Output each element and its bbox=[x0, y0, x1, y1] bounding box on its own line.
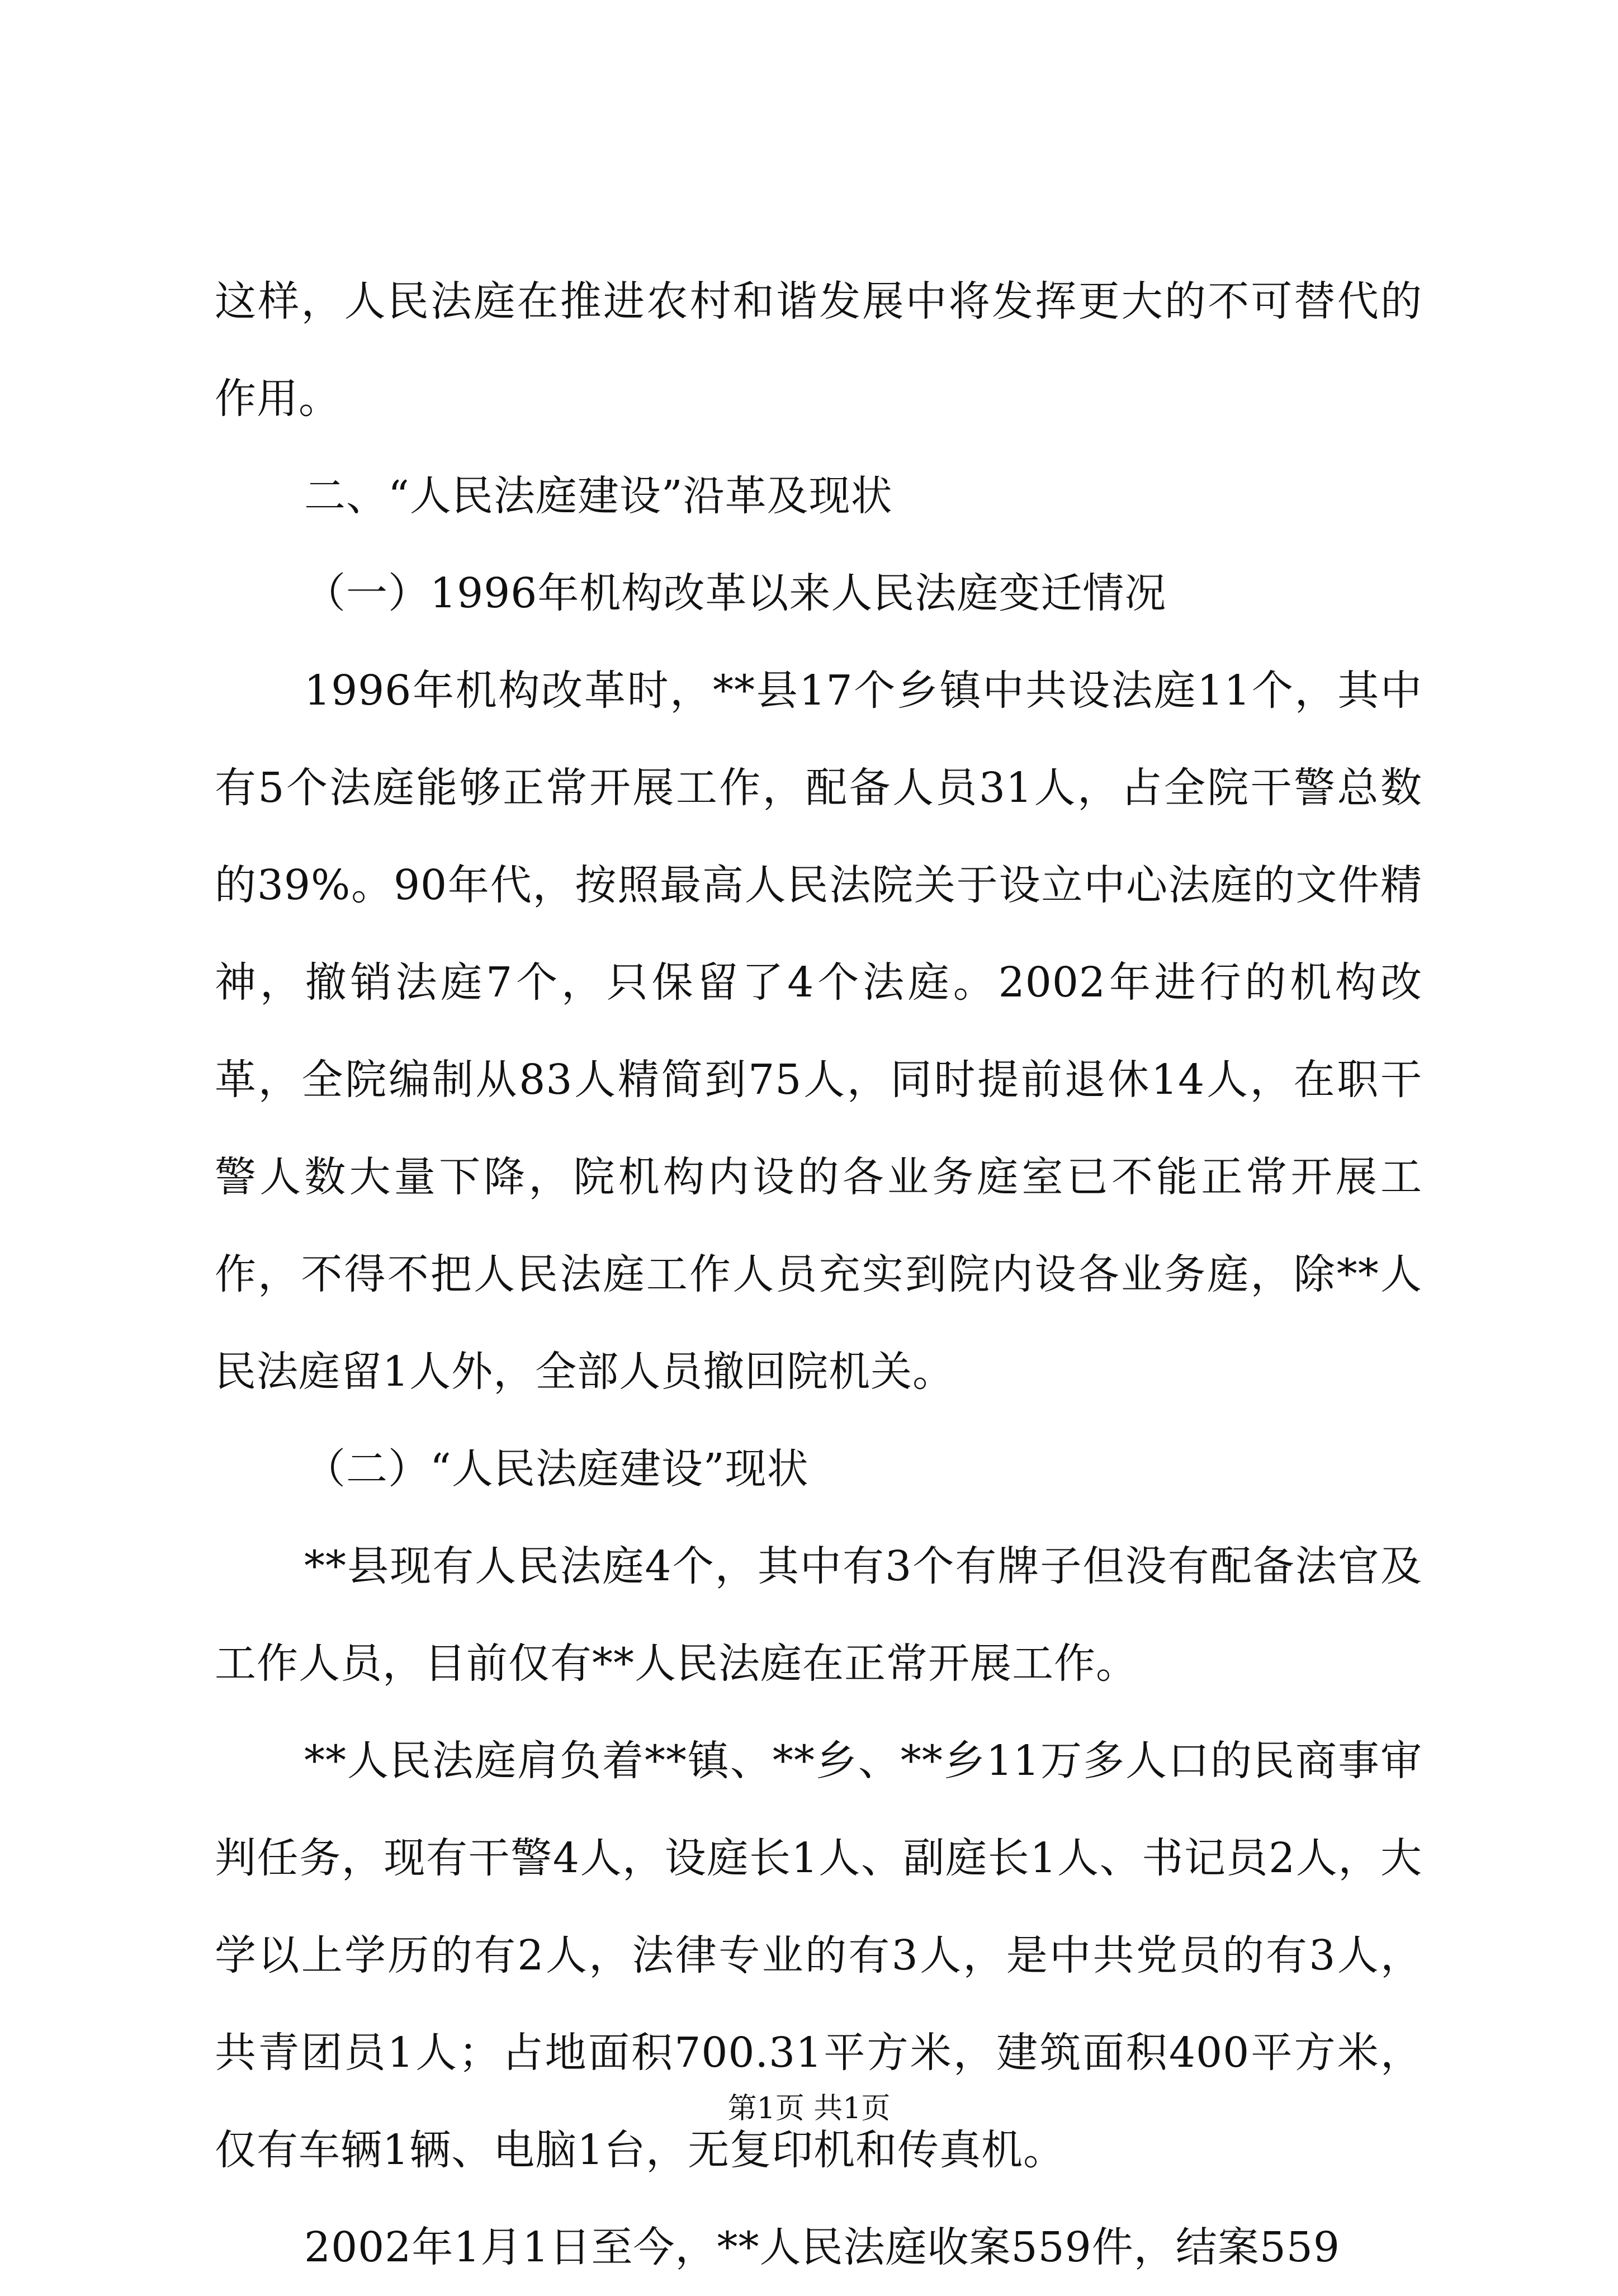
subsection-heading-2: （二）“人民法庭建设”现状 bbox=[304, 1445, 809, 1493]
paragraph-court-details: **人民法庭肩负着**镇、**乡、**乡11万多人口的民商事审判任务，现有干警4人，设庭长1人、副庭长1人、书记员2人，大学以上学历的有2人，法律专业的有3人，是中共党员的有3人，共青团员1人；占地面积700.31平方米，建筑面积400平方米，仅有车辆1辆、电脑1台，无复印机和传真机。 bbox=[215, 1737, 1422, 2174]
section-heading: 二、“人民法庭建设”沿革及现状 bbox=[304, 472, 893, 520]
page-footer: 第1页 共1页 bbox=[727, 2092, 891, 2125]
paragraph-history: 1996年机构改革时，**县17个乡镇中共设法庭11个，其中有5个法庭能够正常开展工作，配备人员31人，占全院干警总数的39%。90年代，按照最高人民法院关于设立中心法庭的文件精神，撤销法庭7个，只保留了4个法庭。2002年进行的机构改革，全院编制从83人精简到75人，同时提前退休14人，在职干警人数大量下降，院机构内设的各业务庭室已不能正常开展工作，不得不把人民法庭工作人员充实到院内设各业务庭，除**人民法庭留1人外，全部人员撤回院机关。 bbox=[215, 667, 1422, 1396]
subsection-heading-1: （一）1996年机构改革以来人民法庭变迁情况 bbox=[304, 569, 1167, 617]
document-body bbox=[215, 253, 1422, 2296]
paragraph-continuation: 这样，人民法庭在推进农村和谐发展中将发挥更大的不可替代的作用。 bbox=[215, 277, 1422, 423]
paragraph-current-courts: **县现有人民法庭4个，其中有3个有牌子但没有配备法官及工作人员，目前仅有**人民法庭在正常开展工作。 bbox=[215, 1542, 1422, 1688]
paragraph-case-stats: 2002年1月1日至今，**人民法庭收案559件，结案559 bbox=[304, 2223, 1340, 2271]
